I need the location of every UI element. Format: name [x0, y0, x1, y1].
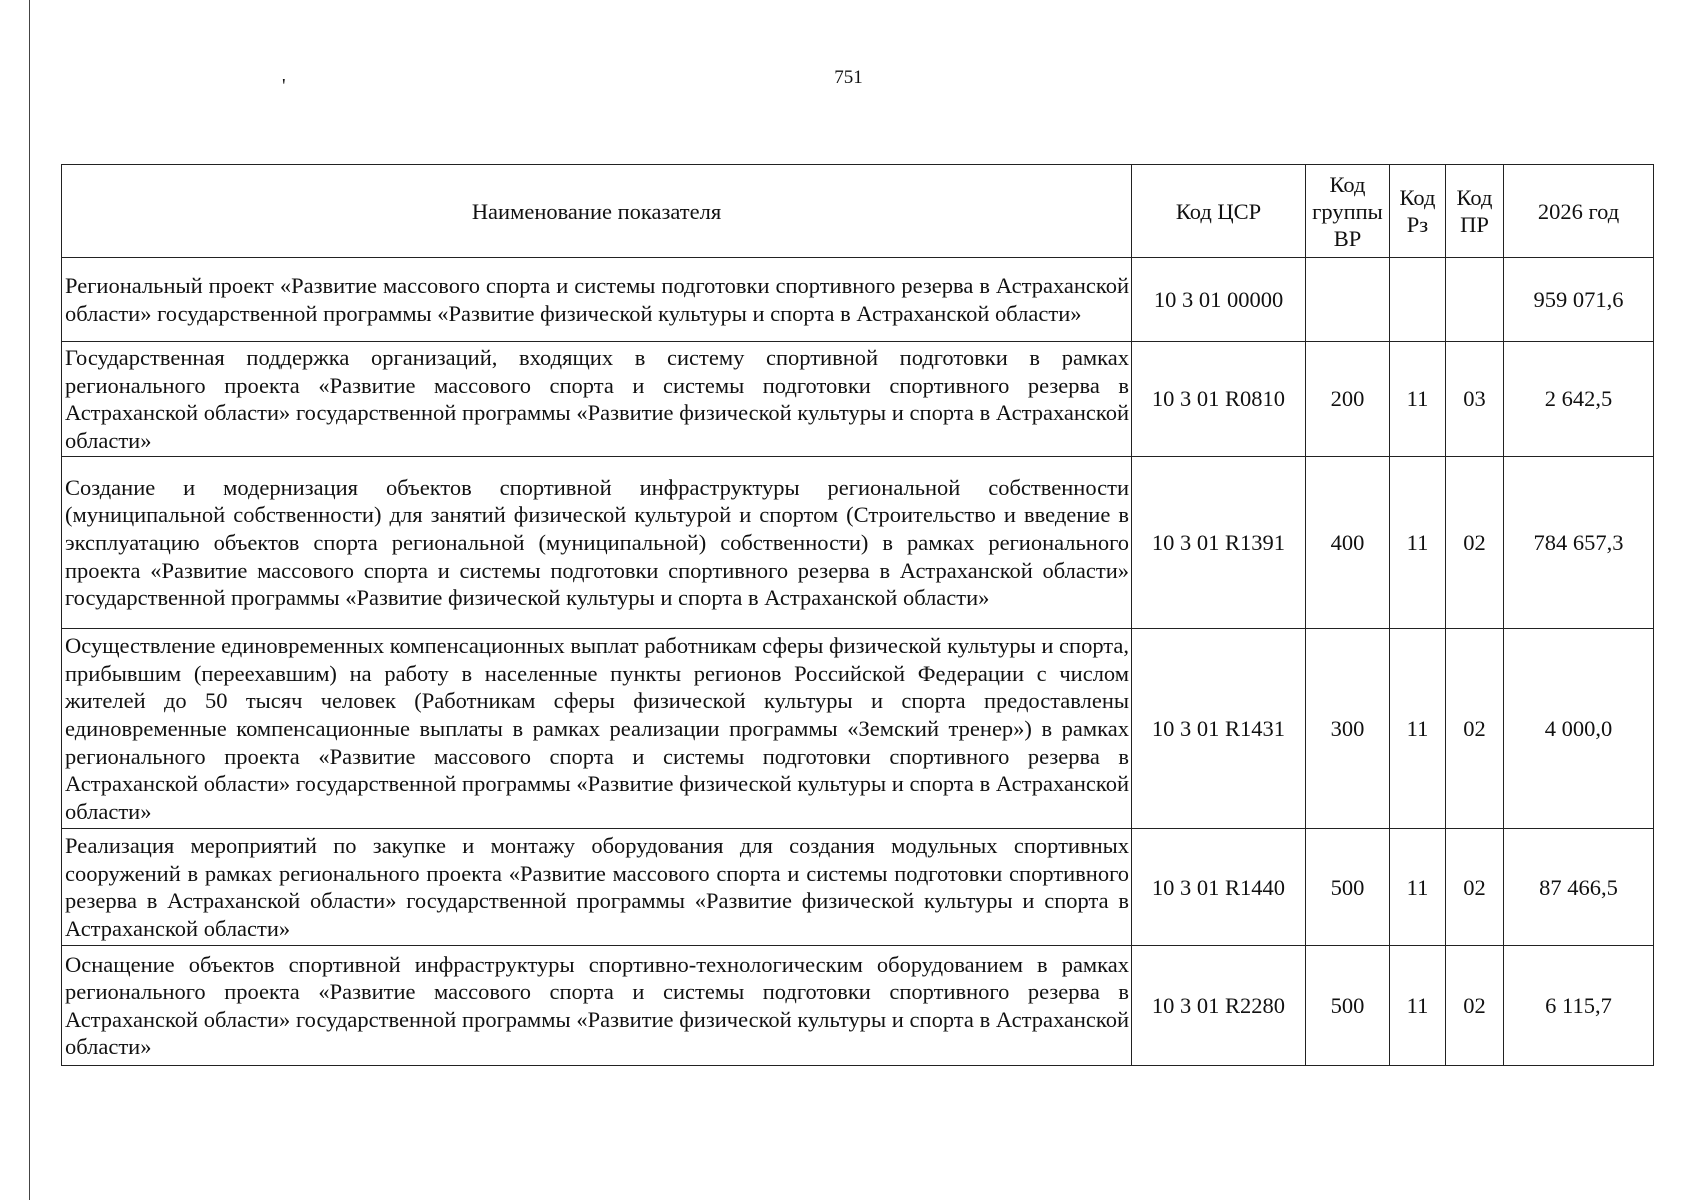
row-pr-code — [1446, 258, 1504, 342]
row-amount: 87 466,5 — [1504, 829, 1654, 946]
row-amount: 959 071,6 — [1504, 258, 1654, 342]
row-vr-code — [1306, 258, 1390, 342]
page-number: 751 — [834, 67, 863, 88]
row-vr-code: 500 — [1306, 829, 1390, 946]
row-name: Государственная поддержка организаций, входящих в систему спортивной подготовки в рамках регионального проекта «Развитие массового спорта и системы подготовки спортивного резерва в Астраханской области» государственной программы «Развитие физической культуры и спорта в Астраханской области» — [62, 342, 1132, 457]
header-csr-code: Код ЦСР — [1132, 165, 1306, 258]
table-row — [62, 258, 1654, 342]
row-pr-code: 02 — [1446, 457, 1504, 629]
row-amount: 2 642,5 — [1504, 342, 1654, 457]
row-csr-code: 10 3 01 R0810 — [1132, 342, 1306, 457]
row-vr-code: 200 — [1306, 342, 1390, 457]
row-rz-code: 11 — [1390, 342, 1446, 457]
header-name: Наименование показателя — [62, 165, 1132, 258]
row-csr-code: 10 3 01 R1431 — [1132, 629, 1306, 829]
row-vr-code: 300 — [1306, 629, 1390, 829]
row-csr-code: 10 3 01 R2280 — [1132, 946, 1306, 1066]
table-row — [62, 829, 1654, 946]
table-row — [62, 946, 1654, 1066]
row-csr-code: 10 3 01 R1391 — [1132, 457, 1306, 629]
row-pr-code: 02 — [1446, 629, 1504, 829]
row-name: Оснащение объектов спортивной инфраструктуры спортивно-технологическим оборудованием в рамках регионального проекта «Развитие массового спорта и системы подготовки спортивного резерва в Астраханской области» государственной программы «Развитие физической культуры и спорта в Астраханской области» — [62, 946, 1132, 1066]
row-pr-code: 02 — [1446, 946, 1504, 1066]
row-rz-code: 11 — [1390, 457, 1446, 629]
table-row — [62, 342, 1654, 457]
row-pr-code: 02 — [1446, 829, 1504, 946]
row-rz-code: 11 — [1390, 629, 1446, 829]
row-csr-code: 10 3 01 00000 — [1132, 258, 1306, 342]
table-row — [62, 457, 1654, 629]
row-name: Региональный проект «Развитие массового спорта и системы подготовки спортивного резерва в Астраханской области» государственной программы «Развитие физической культуры и спорта в Астраханской области» — [62, 258, 1132, 342]
scan-artifact-mark: ' — [282, 75, 286, 97]
row-rz-code: 11 — [1390, 946, 1446, 1066]
header-pr-code: Код ПР — [1446, 165, 1504, 258]
row-rz-code: 11 — [1390, 829, 1446, 946]
row-csr-code: 10 3 01 R1440 — [1132, 829, 1306, 946]
row-name: Создание и модернизация объектов спортивной инфраструктуры региональной собственности (муниципальной собственности) для занятий физической культурой и спортом (Строительство и введение в эксплуатацию объектов спорта региональной (муниципальной) собственности) в рамках регионального проекта «Развитие массового спорта и системы подготовки спортивного резерва в Астраханской области» государственной программы «Развитие физической культуры и спорта в Астраханской области» — [62, 457, 1132, 629]
row-vr-code: 500 — [1306, 946, 1390, 1066]
scan-edge-line — [29, 0, 30, 1200]
header-vr-code: Код группы ВР — [1306, 165, 1390, 258]
row-vr-code: 400 — [1306, 457, 1390, 629]
row-amount: 4 000,0 — [1504, 629, 1654, 829]
table-row — [62, 629, 1654, 829]
header-year-2026: 2026 год — [1504, 165, 1654, 258]
row-rz-code — [1390, 258, 1446, 342]
row-pr-code: 03 — [1446, 342, 1504, 457]
row-amount: 6 115,7 — [1504, 946, 1654, 1066]
row-name: Осуществление единовременных компенсационных выплат работникам сферы физической культуры и спорта, прибывшим (переехавшим) на работу в населенные пункты регионов Российской Федерации с числом жителей до 50 тысяч человек (Работникам сферы физической культуры и спорта предоставлены единовременные компенсационные выплаты в рамках реализации программы «Земский тренер») в рамках регионального проекта «Развитие массового спорта и системы подготовки спортивного резерва в Астраханской области» государственной программы «Развитие физической культуры и спорта в Астраханской области» — [62, 629, 1132, 829]
header-rz-code: Код Рз — [1390, 165, 1446, 258]
table-header-row — [62, 165, 1654, 258]
row-amount: 784 657,3 — [1504, 457, 1654, 629]
row-name: Реализация мероприятий по закупке и монтажу оборудования для создания модульных спортивных сооружений в рамках регионального проекта «Развитие массового спорта и системы подготовки спортивного резерва в Астраханской области» государственной программы «Развитие физической культуры и спорта в Астраханской области» — [62, 829, 1132, 946]
budget-table — [61, 164, 1654, 1066]
